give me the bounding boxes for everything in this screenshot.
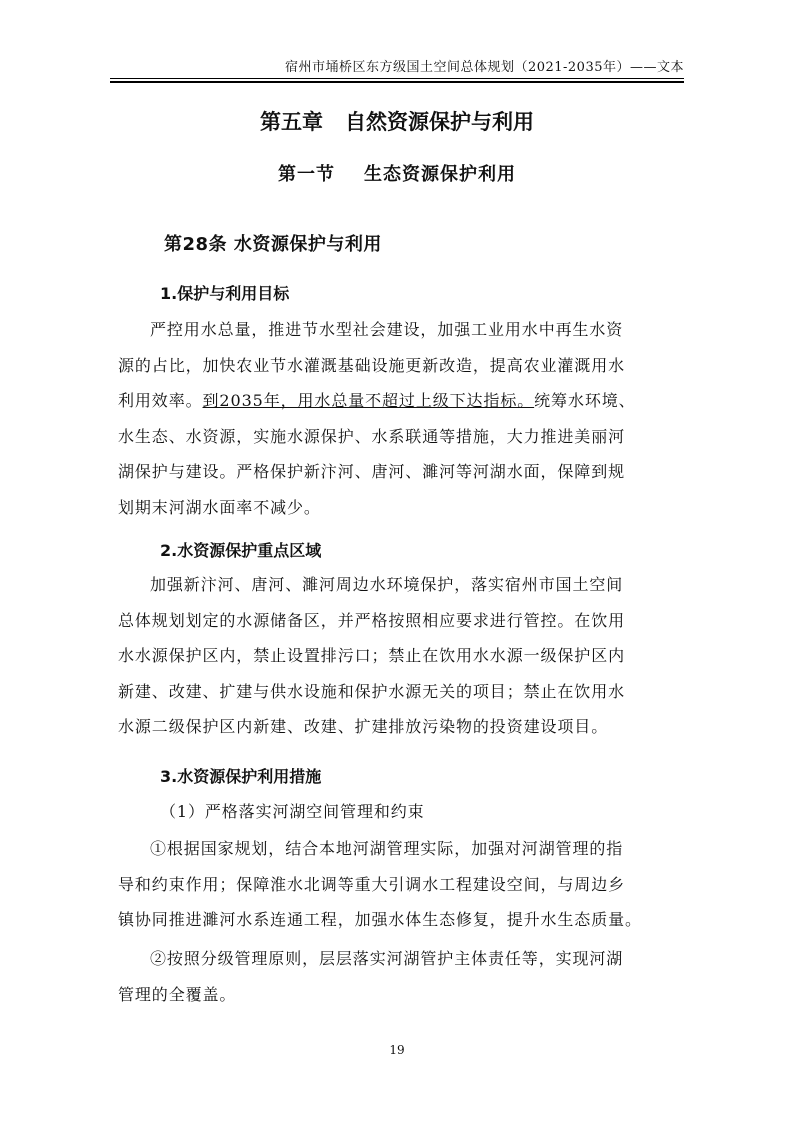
subheading-goal: 1.保护与利用目标	[160, 284, 290, 303]
text-line: 水生态、水资源，实施水源保护、水系联通等措施，大力推进美丽河	[118, 426, 626, 446]
chapter-title: 第五章 自然资源保护与利用	[260, 110, 534, 134]
text-line: ②按照分级管理原则，层层落实河湖管护主体责任等，实现河湖	[150, 949, 624, 968]
text-line: 总体规划划定的水源储备区，并严格按照相应要求进行管控。在饮用	[118, 610, 626, 630]
paragraph-key-areas	[118, 567, 674, 745]
paragraph-goal	[118, 312, 674, 526]
text-line: 加强新汴河、唐河、濉河周边水环境保护，落实宿州市国土空间	[150, 575, 624, 594]
text-line: 划期末河湖水面率不减少。	[118, 497, 321, 517]
page-number: 19	[389, 1043, 405, 1057]
text-line: 镇协同推进濉河水系连通工程，加强水体生态修复，提升水生态质量。	[118, 910, 642, 930]
text-run: 统筹水环境、	[534, 391, 636, 411]
text-run: 利用效率。	[118, 391, 203, 411]
text-line: 源的占比，加快农业节水灌溉基础设施更新改造，提高农业灌溉用水	[118, 355, 626, 375]
text-line: ①根据国家规划，结合本地河湖管理实际，加强对河湖管理的指	[150, 839, 624, 858]
article-title: 第28条 水资源保护与利用	[164, 234, 382, 255]
text-line	[118, 383, 674, 419]
text-line: 水源二级保护区内新建、改建、扩建排放污染物的投资建设项目。	[118, 717, 609, 737]
measure-item-1: （1）严格落实河湖空间管理和约束	[160, 802, 425, 821]
subheading-key-areas: 2.水资源保护重点区域	[160, 541, 322, 560]
text-line: 导和约束作用；保障淮水北调等重大引调水工程建设空间，与周边乡	[118, 874, 626, 894]
header-rule-thick	[110, 81, 684, 83]
paragraph-measure-2	[118, 941, 674, 1012]
text-line: 管理的全覆盖。	[118, 984, 237, 1004]
section-title: 第一节 生态资源保护利用	[277, 164, 517, 185]
subheading-measures: 3.水资源保护利用措施	[160, 767, 322, 786]
paragraph-measure-1	[118, 831, 674, 938]
header-rule-thin	[110, 78, 684, 79]
running-header: 宿州市埇桥区东方级国土空间总体规划（2021-2035年）——文本	[284, 60, 684, 75]
underlined-target-text: 到2035年，用水总量不超过上级下达指标。	[202, 391, 535, 411]
text-line: 水水源保护区内，禁止设置排污口；禁止在饮用水水源一级保护区内	[118, 646, 626, 666]
text-line: 湖保护与建设。严格保护新汴河、唐河、濉河等河湖水面，保障到规	[118, 462, 626, 482]
text-line: 严控用水总量，推进节水型社会建设，加强工业用水中再生水资	[150, 320, 624, 339]
text-line: 新建、改建、扩建与供水设施和保护水源无关的项目；禁止在饮用水	[118, 681, 626, 701]
